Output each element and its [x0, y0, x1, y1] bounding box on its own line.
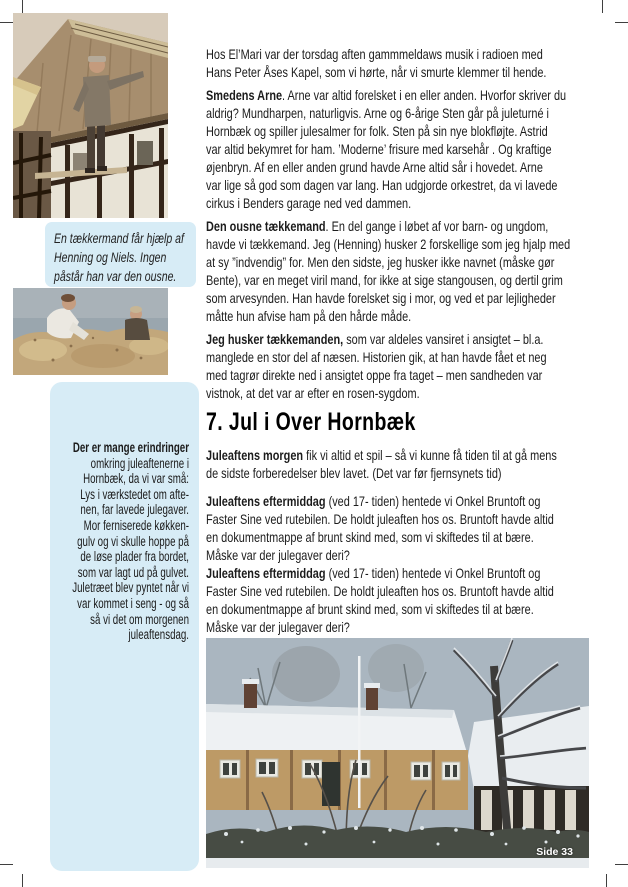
paragraph: Smedens Arne. Arne var altid forelsket i en eller anden. Hvorfor skriver du aldrig? Mundharpen, naturligvis. Arne og 6-årige Sten går på juleturné i Hornbæk og spiller julesalmer for folk. Sten på sin nye blokfløjte. Astrid var altid bekymret for ham. ’Moderne’ frisure med karsehår . Og kraftige øjenbryn. Af en eller anden grund havde Arne altid sår i hovedet. Arne var lige så god som dagen var lang. Han udgjorde orkestret, da vi lavede cirkus i Benders garage ned ved dammen. — [206, 87, 567, 211]
main-text-column — [206, 45, 628, 641]
crop-mark — [22, 0, 23, 13]
thatcher-on-roof-photo — [13, 13, 168, 218]
page-number-label: Side 33 — [536, 846, 573, 858]
winter-farmhouse-photo — [206, 638, 589, 868]
straw-workers-illustration — [13, 288, 168, 375]
crop-mark — [606, 874, 607, 887]
memories-note-text: Der er mange erindringer omkring juleaftenerne i Hornbæk, da vi var små: Lys i værkstedet om afte- nen, far lavede julegaver. Mor ferniserede køkken- gulv og vi skulle hoppe på de løse plader fra bordet, som var lagt ud på gulvet. Juletræet blev pyntet når vi var kommet i seng - og så så vi det om morgenen juleaftensdag. — [72, 440, 189, 643]
photo-caption-panel — [45, 222, 196, 287]
paragraph: Den ousne tækkemand. En del gange i løbet af vor barn- og ungdom, havde vi tækkemand. Jeg (Henning) husker 2 forskellige som jeg hjalp med at sy ”indvendig” for. Men den sidste, jeg husker ikke navnet (måske gør Bente), var en meget viril mand, for ikke at sige stangousen, og dertil grim som arvesynden. Han havde forelsket sig i mor, og ved et par lejligheder måtte hun afvise ham på den hårde måde. — [206, 218, 571, 324]
straw-workers-photo — [13, 288, 168, 375]
section-heading: 7. Jul i Over Hornbæk — [206, 408, 416, 436]
crop-mark — [22, 874, 23, 887]
crop-mark — [602, 0, 603, 13]
crop-mark — [0, 22, 13, 23]
thatcher-photo-illustration — [13, 13, 168, 218]
paragraph: Jeg husker tækkemanden, som var aldeles vansiret i ansigtet – bl.a. manglede en stor del af næsen. Historien gik, at han havde fået et neg med tagrør direkte ned i ansigtet oppe fra taget – men sandheden var vistnok, at det var ar efter en rosen-sygdom. — [206, 331, 547, 401]
photo-caption-text: En tækkermand får hjælp af Henning og Niels. Ingen påstår han var den ousne. — [54, 231, 184, 284]
memories-panel — [50, 382, 199, 871]
crop-mark — [0, 864, 13, 865]
paragraph: Juleaftens eftermiddag (ved 17- tiden) hentede vi Onkel Bruntoft og Faster Sine ved rutebilen. De holdt juleaften hos os. Bruntoft havde altid en dokumentmappe af brunt skind med, som vi skiftedes til at bære. Måske var der julegaver deri? — [206, 493, 554, 563]
crop-mark — [615, 22, 628, 23]
crop-mark — [615, 864, 628, 865]
paragraph: Juleaftens eftermiddag (ved 17- tiden) hentede vi Onkel Bruntoft og Faster Sine ved rutebilen. De holdt juleaften hos os. Bruntoft havde altid en dokumentmappe af brunt skind med, som vi skiftedes til at bære. Måske var der julegaver deri? — [206, 565, 554, 635]
paragraph: Hos El’Mari var der torsdag aften gammmeldaws musik i radioen med Hans Peter Åses Kapel, som vi hørte, når vi smurte klemmer til hende. — [206, 46, 547, 80]
paragraph: Juleaftens morgen fik vi altid et spil – så vi kunne få tiden til at gå mens de sidste forberedelser blev lavet. (Det var før fjernsynets tid) — [206, 447, 557, 481]
winter-farmhouse-illustration — [206, 638, 589, 868]
